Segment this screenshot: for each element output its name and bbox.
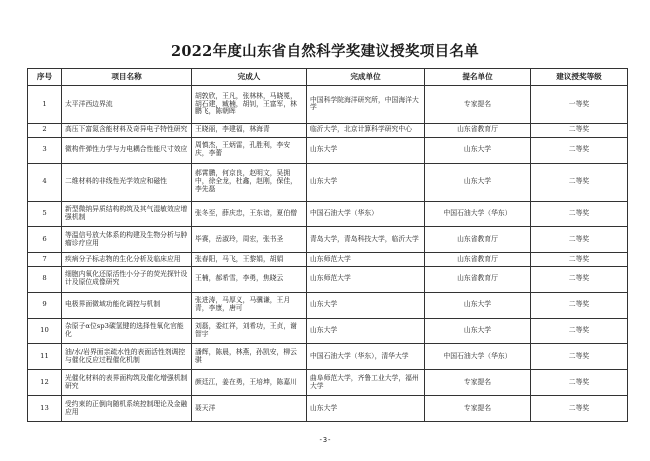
cell-people: 胡敦欣，王凡，张林林，马晓冕，胡石建，臧楠，胡钊，王富军，林鹏飞，陈朝晖 [192,86,307,124]
cell-level: 二等奖 [531,253,628,267]
cell-nominator: 山东大学 [425,318,531,344]
header-project: 项目名称 [62,69,192,86]
table-row [28,396,628,422]
cell-people: 张冬至，薛庆忠，王东谙，夏伯僧 [192,201,307,227]
cell-project: 疾病分子标志物的生化分析及临床应用 [62,253,192,267]
table-row [28,123,628,137]
cell-no: 10 [28,318,62,344]
cell-nominator: 专家提名 [425,396,531,422]
cell-no: 11 [28,344,62,370]
cell-no: 1 [28,86,62,124]
cell-people: 张进涛，马厚义，马骥谦，王月青，李康，唐可 [192,292,307,318]
cell-project: 等温信号放大体系的构建及生物分析与肿瘤诊疗应用 [62,227,192,253]
cell-project: 受约束的正倒向随机系统控制理论及金融应用 [62,396,192,422]
cell-units: 山东大学 [307,137,425,163]
table-row [28,266,628,292]
table-row [28,163,628,201]
cell-nominator: 中国石油大学（华东） [425,201,531,227]
cell-units: 曲阜师范大学，齐鲁工业大学，福州大学 [307,370,425,396]
table-row [28,370,628,396]
cell-level: 二等奖 [531,396,628,422]
page-number: -3- [318,436,332,444]
cell-level: 二等奖 [531,201,628,227]
cell-project: 电极界面微域功能化调控与机制 [62,292,192,318]
cell-level: 二等奖 [531,163,628,201]
cell-people: 张春阳，马飞，王黎娟，胡娟 [192,253,307,267]
cell-project: 微构件弹性力学与力电耦合性能尺寸效应 [62,137,192,163]
cell-level: 二等奖 [531,137,628,163]
cell-people: 王楠，郝希雪，李勇，焦晓云 [192,266,307,292]
header-level: 建议授奖等级 [531,69,628,86]
cell-units: 山东师范大学 [307,253,425,267]
cell-nominator: 山东大学 [425,137,531,163]
cell-people: 颜廷江，姜在勇，王培坤，陈嘉川 [192,370,307,396]
cell-project: 光催化材料的表界面构筑及催化增强机制研究 [62,370,192,396]
cell-project: 杂原子α位sp3碳氢键的选择性氧化官能化 [62,318,192,344]
cell-no: 4 [28,163,62,201]
cell-no: 2 [28,123,62,137]
table-row [28,253,628,267]
table-row [28,344,628,370]
cell-project: 细胞内氧化还原活性小分子的荧光探针设计及原位成像研究 [62,266,192,292]
cell-level: 二等奖 [531,318,628,344]
cell-nominator: 中国石油大学（华东） [425,344,531,370]
table-row [28,137,628,163]
cell-units: 中国石油大学（华东） [307,201,425,227]
cell-units: 山东大学 [307,396,425,422]
cell-no: 9 [28,292,62,318]
cell-units: 山东大学 [307,163,425,201]
cell-level: 二等奖 [531,227,628,253]
cell-units: 青岛大学，青岛科技大学，临沂大学 [307,227,425,253]
cell-nominator: 山东省教育厅 [425,266,531,292]
cell-level: 二等奖 [531,266,628,292]
cell-units: 中国石油大学（华东），清华大学 [307,344,425,370]
cell-no: 8 [28,266,62,292]
cell-people: 刘磊，委红祥，刘希功，王贞，谢智宇 [192,318,307,344]
table-row [28,86,628,124]
header-no: 序号 [28,69,62,86]
header-nominator: 提名单位 [425,69,531,86]
cell-nominator: 山东大学 [425,163,531,201]
cell-no: 6 [28,227,62,253]
award-list-table [27,68,628,422]
cell-nominator: 山东省教育厅 [425,227,531,253]
cell-project: 高压下富氮含能材料及奇异电子特性研究 [62,123,192,137]
cell-nominator: 山东省教育厅 [425,123,531,137]
cell-units: 临沂大学，北京计算科学研究中心 [307,123,425,137]
cell-project: 新型微纳异质结构构筑及其气湿敏效应增强机制 [62,201,192,227]
page-title: 2022年度山东省自然科学奖建议授奖项目名单 [171,43,479,60]
cell-project: 二维材料的非线性光学效应和磁性 [62,163,192,201]
cell-people: 郝霄鹏，何京良，赵明文，吴拥中，徐全龙，杜鑫，赵刚，保佳，李先磊 [192,163,307,201]
cell-units: 中国科学院海洋研究所，中国海洋大学 [307,86,425,124]
cell-nominator: 专家提名 [425,370,531,396]
header-units: 完成单位 [307,69,425,86]
cell-people: 潘辉，陈晨，林燕，孙凯安，柳云骐 [192,344,307,370]
cell-level: 二等奖 [531,370,628,396]
cell-nominator: 专家提名 [425,86,531,124]
cell-level: 二等奖 [531,123,628,137]
table-row [28,318,628,344]
cell-level: 二等奖 [531,292,628,318]
cell-units: 山东大学 [307,292,425,318]
cell-people: 聂天洋 [192,396,307,422]
table-row [28,201,628,227]
header-people: 完成人 [192,69,307,86]
cell-people: 周慎杰，王炳雷，孔胜利，李安庆，李蕾 [192,137,307,163]
cell-nominator: 山东大学 [425,292,531,318]
cell-nominator: 山东省教育厅 [425,253,531,267]
cell-level: 一等奖 [531,86,628,124]
table-header-row [28,69,628,86]
cell-units: 山东师范大学 [307,266,425,292]
cell-project: 油/水/岩界面亲疏水性的表面活性剂调控与催化反应过程催化机制 [62,344,192,370]
cell-people: 王晓丽，李建福，林海青 [192,123,307,137]
table-row [28,292,628,318]
cell-level: 二等奖 [531,344,628,370]
cell-no: 3 [28,137,62,163]
cell-no: 5 [28,201,62,227]
cell-no: 7 [28,253,62,267]
cell-people: 毕赛，岳淑玲，周宏，张书圣 [192,227,307,253]
cell-project: 太平洋西边界流 [62,86,192,124]
cell-units: 山东大学 [307,318,425,344]
cell-no: 12 [28,370,62,396]
table-row [28,227,628,253]
cell-no: 13 [28,396,62,422]
